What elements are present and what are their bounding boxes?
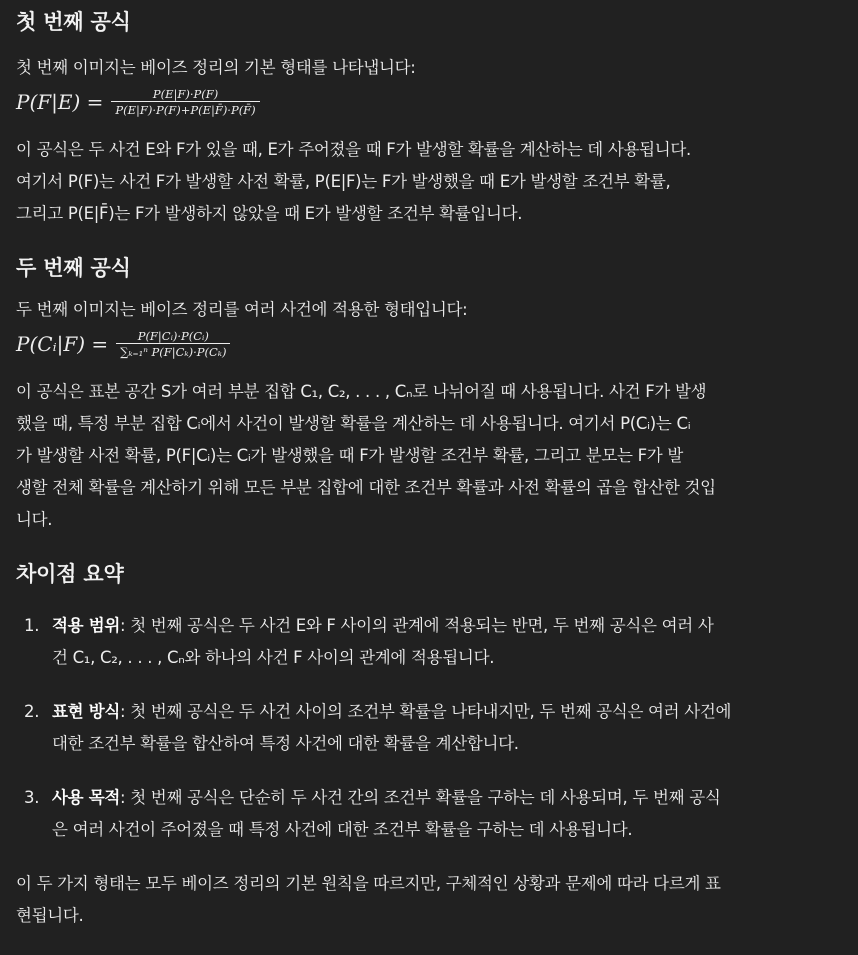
body-line: 생할 전체 확률을 계산하기 위해 모든 부분 집합에 대한 조건부 확률과 사전 확률의 곱을 합산한 것입: [16, 478, 716, 497]
section-intro: 첫 번째 이미지는 베이즈 정리의 기본 형태를 나타냅니다:: [16, 58, 416, 77]
list-number: 1.: [24, 616, 40, 635]
formula-numerator: P(F|Cᵢ)·P(Cᵢ): [137, 329, 209, 343]
formula-1: [16, 84, 844, 120]
body-line: 이 공식은 표본 공간 S가 여러 부분 집합 C₁, C₂, . . . , Cₙ로 나뉘어질 때 사용됩니다. 사건 F가 발생: [16, 382, 707, 401]
item-text: : 첫 번째 공식은 두 사건 사이의 조건부 확률을 나타내지만, 두 번째 공식은 여러 사건에: [120, 702, 732, 721]
formula-fraction: [111, 87, 259, 117]
formula-fraction: [116, 329, 230, 359]
formula-2: [16, 326, 844, 362]
section-heading: 첫 번째 공식: [16, 10, 131, 34]
item-label: 표현 방식: [52, 702, 121, 721]
list-item: [16, 696, 844, 760]
list-number: 3.: [24, 788, 40, 807]
formula-lhs: P(F|E) =: [16, 90, 104, 114]
body-line: 이 공식은 두 사건 E와 F가 있을 때, E가 주어졌을 때 F가 발생할 확률을 계산하는 데 사용됩니다.: [16, 140, 692, 159]
item-text: 건 C₁, C₂, . . . , Cₙ와 하나의 사건 F 사이의 관계에 적용됩니다.: [52, 648, 495, 667]
list-number: 2.: [24, 702, 40, 721]
item-text: : 첫 번째 공식은 두 사건 E와 F 사이의 관계에 적용되는 반면, 두 번째 공식은 여러 사: [120, 616, 714, 635]
formula-denominator: P(E|F)·P(F)+P(E|F̄)·P(F̄): [111, 101, 259, 117]
item-label: 사용 목적: [52, 788, 121, 807]
body-line: 했을 때, 특정 부분 집합 Cᵢ에서 사건이 발생할 확률을 계산하는 데 사용됩니다. 여기서 P(Cᵢ)는 Cᵢ: [16, 414, 691, 433]
list-item: [16, 610, 844, 674]
formula-numerator: P(E|F)·P(F): [152, 87, 219, 101]
item-text: 은 여러 사건이 주어졌을 때 특정 사건에 대한 조건부 확률을 구하는 데 사용됩니다.: [52, 820, 633, 839]
item-text: 대한 조건부 확률을 합산하여 특정 사건에 대한 확률을 계산합니다.: [52, 734, 519, 753]
body-line: 니다.: [16, 510, 53, 529]
section-heading: 차이점 요약: [16, 562, 124, 586]
list-item: [16, 782, 844, 846]
closing-line: 이 두 가지 형태는 모두 베이즈 정리의 기본 원칙을 따르지만, 구체적인 상황과 문제에 따라 다르게 표: [16, 874, 721, 893]
body-line: 여기서 P(F)는 사건 F가 발생할 사전 확률, P(E|F)는 F가 발생했을 때 E가 발생할 조건부 확률,: [16, 172, 671, 191]
formula-lhs: P(Cᵢ|F) =: [16, 332, 109, 356]
closing-line: 현됩니다.: [16, 906, 84, 925]
section-intro: 두 번째 이미지는 베이즈 정리를 여러 사건에 적용한 형태입니다:: [16, 300, 468, 319]
item-text: : 첫 번째 공식은 단순히 두 사건 간의 조건부 확률을 구하는 데 사용되며, 두 번째 공식: [120, 788, 721, 807]
formula-denominator: ∑ₖ₌₁ⁿ P(F|Cₖ)·P(Cₖ): [116, 343, 230, 359]
body-line: 가 발생할 사전 확률, P(F|Cᵢ)는 Cᵢ가 발생했을 때 F가 발생할 조건부 확률, 그리고 분모는 F가 발: [16, 446, 684, 465]
section-heading: 두 번째 공식: [16, 256, 131, 280]
body-line: 그리고 P(E|F̄)는 F가 발생하지 않았을 때 E가 발생할 조건부 확률입니다.: [16, 204, 523, 223]
item-label: 적용 범위: [52, 616, 121, 635]
summary-list: [16, 610, 844, 846]
